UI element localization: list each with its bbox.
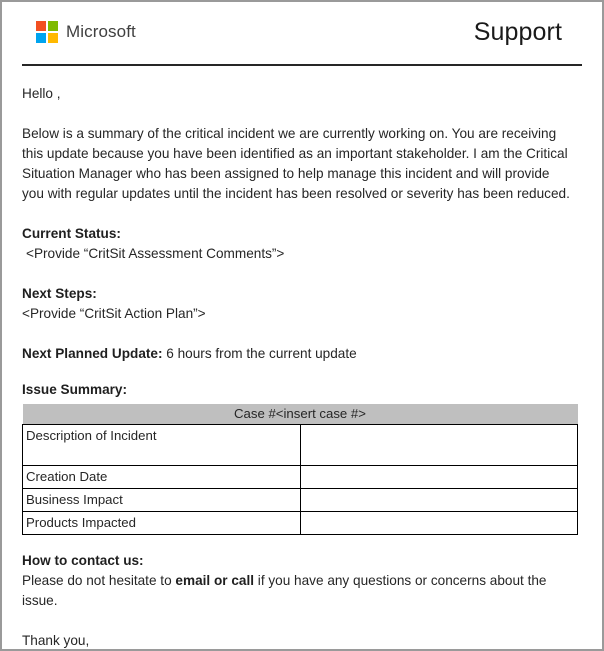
contact-heading: How to contact us: [22, 553, 144, 568]
row-label-creation-date: Creation Date [23, 466, 301, 489]
spacer [22, 204, 582, 224]
row-label-products-impacted: Products Impacted [23, 512, 301, 535]
brand-name-label: Microsoft [66, 22, 136, 41]
greeting-text: Hello , [22, 86, 61, 101]
table-row [23, 425, 578, 466]
microsoft-brand [20, 21, 136, 43]
next-planned-update-heading: Next Planned Update: [22, 346, 163, 361]
spacer [22, 324, 582, 344]
spacer [22, 611, 582, 631]
issue-summary-table [22, 404, 578, 535]
intro-paragraph: Below is a summary of the critical incident we are currently working on. You are receiving this update because you have been identified as an important stakeholder. I am the Critical Situation Manager who has been assigned to help manage this incident and will provide you with regular updates until the incident has been resolved or severity has been reduced. [22, 126, 570, 201]
table-header-row [23, 404, 578, 425]
row-value-products-impacted[interactable] [300, 512, 578, 535]
contact-text-after: if you have any questions or concerns about the issue. [22, 573, 547, 608]
logo-square-yellow [48, 33, 58, 43]
contact-emphasis: email or call [175, 573, 255, 588]
row-label-business-impact: Business Impact [23, 489, 301, 512]
issue-summary-heading: Issue Summary: [22, 382, 128, 397]
case-number-header: Case #<insert case #> [23, 404, 578, 425]
next-steps-value: <Provide “CritSit Action Plan”> [22, 306, 206, 321]
row-value-description-of-incident[interactable] [300, 425, 578, 466]
row-value-creation-date[interactable] [300, 466, 578, 489]
header-region [2, 2, 602, 58]
next-steps-heading: Next Steps: [22, 286, 97, 301]
logo-square-blue [36, 33, 46, 43]
spacer [22, 104, 582, 124]
spacer [22, 364, 582, 380]
current-status-value: <Provide “CritSit Assessment Comments”> [26, 246, 285, 261]
spacer [22, 264, 582, 284]
page-title: Support [473, 17, 562, 46]
contact-text-before: Please do not hesitate to [22, 573, 176, 588]
microsoft-logo-icon [36, 21, 58, 43]
logo-square-red [36, 21, 46, 31]
logo-square-green [48, 21, 58, 31]
table-row [23, 466, 578, 489]
next-planned-update-line [22, 344, 574, 364]
page-header [20, 2, 584, 58]
row-value-business-impact[interactable] [300, 489, 578, 512]
table-row [23, 489, 578, 512]
row-label-description-of-incident: Description of Incident [23, 425, 301, 466]
email-body [2, 66, 602, 651]
spacer [22, 535, 582, 551]
contact-text [22, 571, 574, 611]
closing-text: Thank you, [22, 633, 90, 648]
current-status-heading: Current Status: [22, 226, 121, 241]
next-planned-update-value: 6 hours from the current update [166, 346, 357, 361]
table-row [23, 512, 578, 535]
